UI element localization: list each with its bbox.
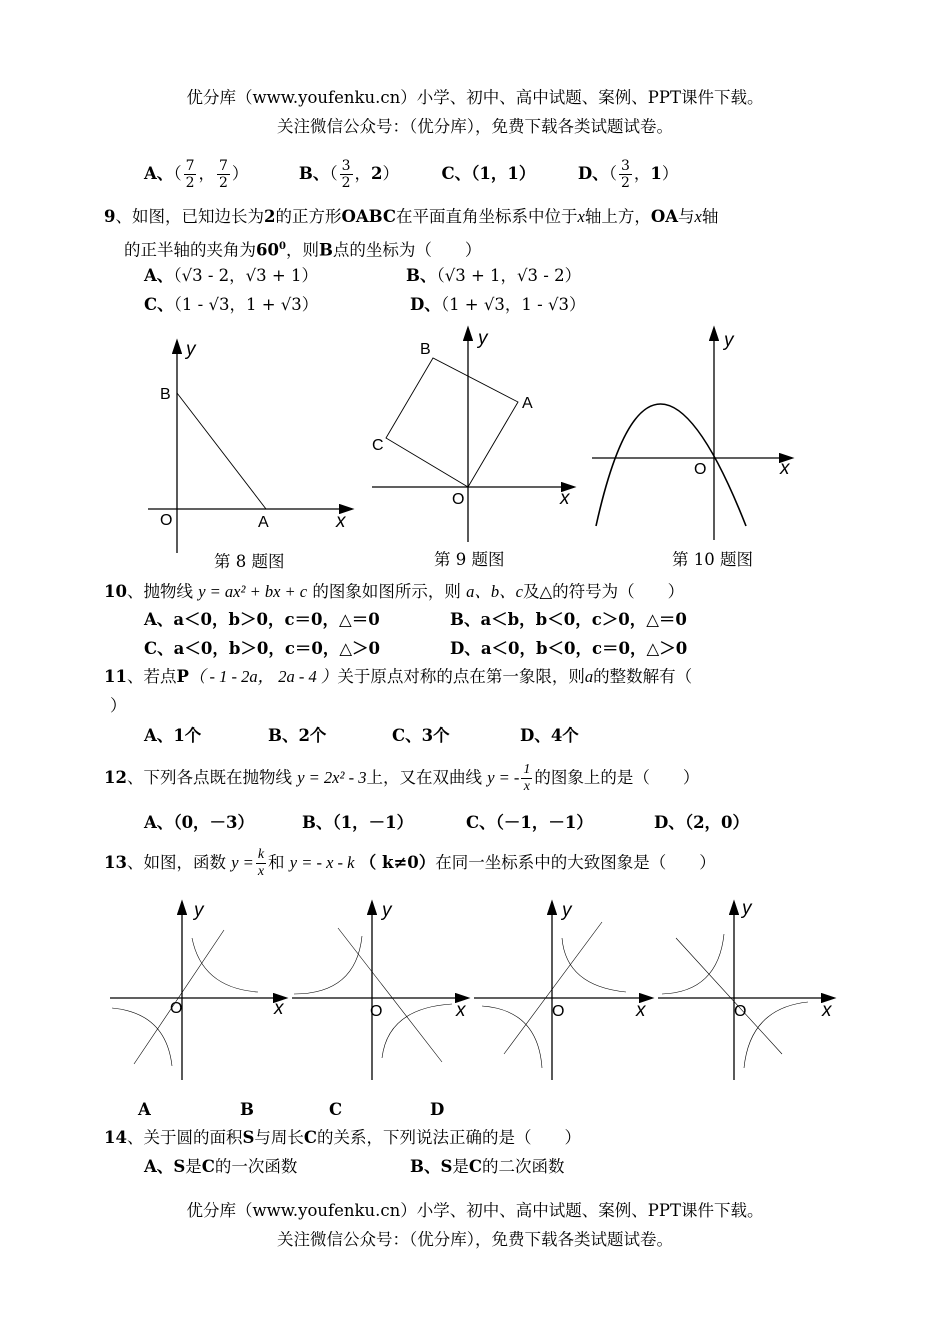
fig9-point-c: C xyxy=(372,437,384,454)
figure-10 xyxy=(588,322,808,552)
fig9-y-label: y xyxy=(478,328,488,349)
q13-graph-c xyxy=(474,900,652,1080)
q13-choice-c: C xyxy=(329,1100,343,1119)
q8-a-y: $\frac{7}{2}$ xyxy=(218,158,228,191)
fig8-origin: O xyxy=(160,512,173,529)
fig8-caption: 第 8 题图 xyxy=(214,552,285,571)
q13-graph-b xyxy=(292,900,468,1080)
footer-line-2: 关注微信公众号：（优分库），免费下载各类试题试卷。 xyxy=(277,1230,673,1249)
fig8-y-label: y xyxy=(186,339,196,360)
q9-option-b: B、（√3 + 1，√3 - 2） xyxy=(406,266,582,285)
q8-option-a-label: A、 xyxy=(144,164,174,183)
svg-text:O: O xyxy=(370,1003,383,1020)
q8-options: A、（ $\frac{7}{2}$ ， $\frac{7}{2}$ ） B、（ $\frac{3}{2}$ ，2） C、（1，1） D、（ $\frac{3}{2}$ ，1） xyxy=(144,158,679,191)
q11-option-c: C、3个 xyxy=(392,726,450,745)
svg-text:O: O xyxy=(734,1003,747,1020)
fig8-point-b: B xyxy=(160,386,171,403)
q9-option-d: D、（1 + √3，1 - √3） xyxy=(410,295,586,314)
fig10-origin: O xyxy=(694,461,707,478)
svg-text:y: y xyxy=(382,900,392,921)
fig10-caption: 第 10 题图 xyxy=(672,550,753,569)
svg-text:y: y xyxy=(742,898,752,919)
q13-choice-a: A xyxy=(138,1100,151,1119)
q8-option-d-label: D、 xyxy=(577,164,609,183)
svg-text:x: x xyxy=(456,1000,466,1021)
q8-a-x: $\frac{7}{2}$ xyxy=(185,158,195,191)
q14-stem: 14、关于圆的面积S与周长C的关系，下列说法正确的是（ ） xyxy=(104,1128,582,1147)
fig9-x-label: x xyxy=(560,488,570,509)
q8-option-c-value: （1，1） xyxy=(471,164,536,183)
q10-option-d: D、a＜0，b＜0，c＝0，△＞0 xyxy=(450,639,688,658)
fig9-point-a: A xyxy=(522,395,533,412)
q13-graph-a xyxy=(110,900,286,1080)
q8-option-b-label: B、 xyxy=(298,164,330,183)
q12-option-b: B、（1，－1） xyxy=(302,813,414,832)
q11-option-a: A、1个 xyxy=(144,726,202,745)
svg-text:y: y xyxy=(562,900,572,921)
svg-text:x: x xyxy=(822,1000,832,1021)
q9-option-a: A、（√3 - 2，√3 + 1） xyxy=(144,266,318,285)
q10-option-a: A、a＜0，b＞0，c＝0，△＝0 xyxy=(144,610,380,629)
figure-8 xyxy=(140,335,360,565)
fig10-y-label: y xyxy=(724,330,734,351)
q11-option-b: B、2个 xyxy=(268,726,327,745)
fig9-square-oabc xyxy=(386,358,518,487)
q13-choice-d: D xyxy=(430,1100,445,1119)
fig9-caption: 第 9 题图 xyxy=(434,550,505,569)
q13-choice-b: B xyxy=(240,1100,254,1119)
q12-option-a: A、（0，－3） xyxy=(144,813,255,832)
header-line-2: 关注微信公众号：（优分库），免费下载各类试题试卷。 xyxy=(277,117,673,136)
q10-stem: 10、抛物线 y = ax² + bx + c 的图象如图所示，则 a、b、c及△的符号为（ ） xyxy=(104,582,685,601)
figure-9 xyxy=(368,322,588,552)
q9-stem-line-2: 的正半轴的夹角为$60^0$，则B点的坐标为（ ） xyxy=(124,240,482,260)
svg-text:O: O xyxy=(552,1003,565,1020)
fig8-point-a: A xyxy=(258,514,269,531)
q11-stem: 11、若点P（ - 1 - 2a， 2a - 4 ）关于原点对称的点在第一象限，则a的整数解有（ xyxy=(104,667,693,686)
q8-b-x: $\frac{3}{2}$ xyxy=(341,158,351,191)
q12-stem: 12、下列各点既在抛物线 y = 2x² - 3上，又在双曲线 y = - $\frac{1}{x}$ 的图象上的是（ ） xyxy=(104,762,700,794)
q13-graph-d xyxy=(658,898,834,1080)
fig8-segment-ab xyxy=(177,393,266,509)
q14-option-b: B、S是C的二次函数 xyxy=(410,1157,565,1176)
fig10-x-label: x xyxy=(780,458,790,479)
q13-graphs xyxy=(106,898,846,1083)
q12-option-d: D、（2，0） xyxy=(654,813,750,832)
q9-option-c: C、（1 - √3，1 + √3） xyxy=(144,295,319,314)
q9-stem-line-1: 9、如图，已知边长为2的正方形OABC在平面直角坐标系中位于x轴上方，OA与x轴 xyxy=(104,207,719,226)
q8-d-x: $\frac{3}{2}$ xyxy=(620,158,630,191)
footer-line-1: 优分库（www.youfenku.cn）小学、初中、高中试题、案例、PPT课件下载。 xyxy=(186,1201,764,1220)
q12-option-c: C、（－1，－1） xyxy=(466,813,593,832)
fig9-point-b: B xyxy=(420,341,431,358)
fig10-parabola xyxy=(596,404,746,526)
svg-text:O: O xyxy=(170,1000,183,1017)
q10-option-c: C、a＜0，b＞0，c＝0，△＞0 xyxy=(144,639,381,658)
fig9-origin: O xyxy=(452,491,465,508)
q10-option-b: B、a＜b，b＜0，c＞0，△＝0 xyxy=(450,610,687,629)
svg-text:x: x xyxy=(636,1000,646,1021)
q13-stem: 13、如图，函数 y = $\frac{k}{x}$ 和 y = - x - k （ k≠0）在同一坐标系中的大致图象是（ ） xyxy=(104,847,716,879)
svg-text:y: y xyxy=(194,900,204,921)
header-line-1: 优分库（www.youfenku.cn）小学、初中、高中试题、案例、PPT课件下载。 xyxy=(186,88,764,107)
q11-stem-line-2: ） xyxy=(110,696,127,715)
q14-option-a: A、S是C的一次函数 xyxy=(144,1157,298,1176)
q11-option-d: D、4个 xyxy=(520,726,579,745)
fig8-x-label: x xyxy=(336,511,346,532)
q8-option-c-label: C、 xyxy=(441,164,472,183)
svg-text:x: x xyxy=(274,998,284,1019)
